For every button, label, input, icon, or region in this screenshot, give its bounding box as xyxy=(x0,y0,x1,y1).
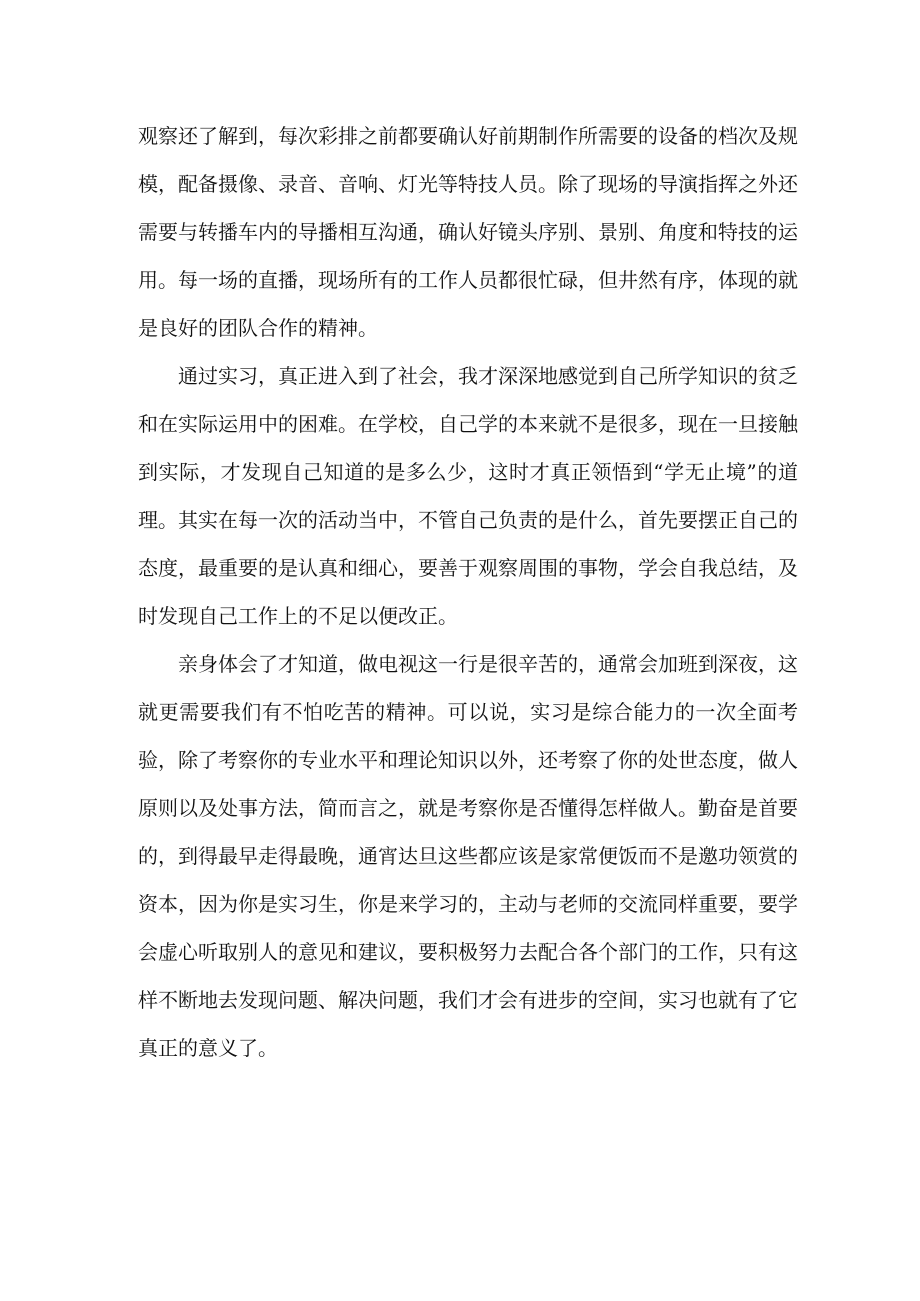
paragraph-continuation: 观察还了解到，每次彩排之前都要确认好前期制作所需要的设备的档次及规模，配备摄像、录音、音响、灯光等特技人员。除了现场的导演指挥之外还需要与转播车内的导播相互沟通，确认好镜头序别、景别、角度和特技的运用。每一场的直播，现场所有的工作人员都很忙碌，但井然有序，体现的就是良好的团队合作的精神。 xyxy=(138,124,798,340)
paragraph-internship-reflection: 通过实习，真正进入到了社会，我才深深地感觉到自己所学知识的贫乏和在实际运用中的困难。在学校，自己学的本来就不是很多，现在一旦接触到实际，才发现自己知道的是多么少，这时才真正领悟到“学无止境”的道理。其实在每一次的活动当中，不管自己负责的是什么，首先要摆正自己的态度，最重要的是认真和细心，要善于观察周围的事物，学会自我总结，及时发现自己工作上的不足以便改正。 xyxy=(138,364,798,628)
document-body xyxy=(138,112,798,1072)
paragraph-hard-work: 亲身体会了才知道，做电视这一行是很辛苦的，通常会加班到深夜，这就更需要我们有不怕吃苦的精神。可以说，实习是综合能力的一次全面考验，除了考察你的专业水平和理论知识以外，还考察了你的处世态度，做人原则以及处事方法，简而言之，就是考察你是否懂得怎样做人。勤奋是首要的，到得最早走得最晚，通宵达旦这些都应该是家常便饭而不是邀功领赏的资本，因为你是实习生，你是来学习的，主动与老师的交流同样重要，要学会虚心听取别人的意见和建议，要积极努力去配合各个部门的工作，只有这样不断地去发现问题、解决问题，我们才会有进步的空间，实习也就有了它真正的意义了。 xyxy=(138,652,798,1060)
